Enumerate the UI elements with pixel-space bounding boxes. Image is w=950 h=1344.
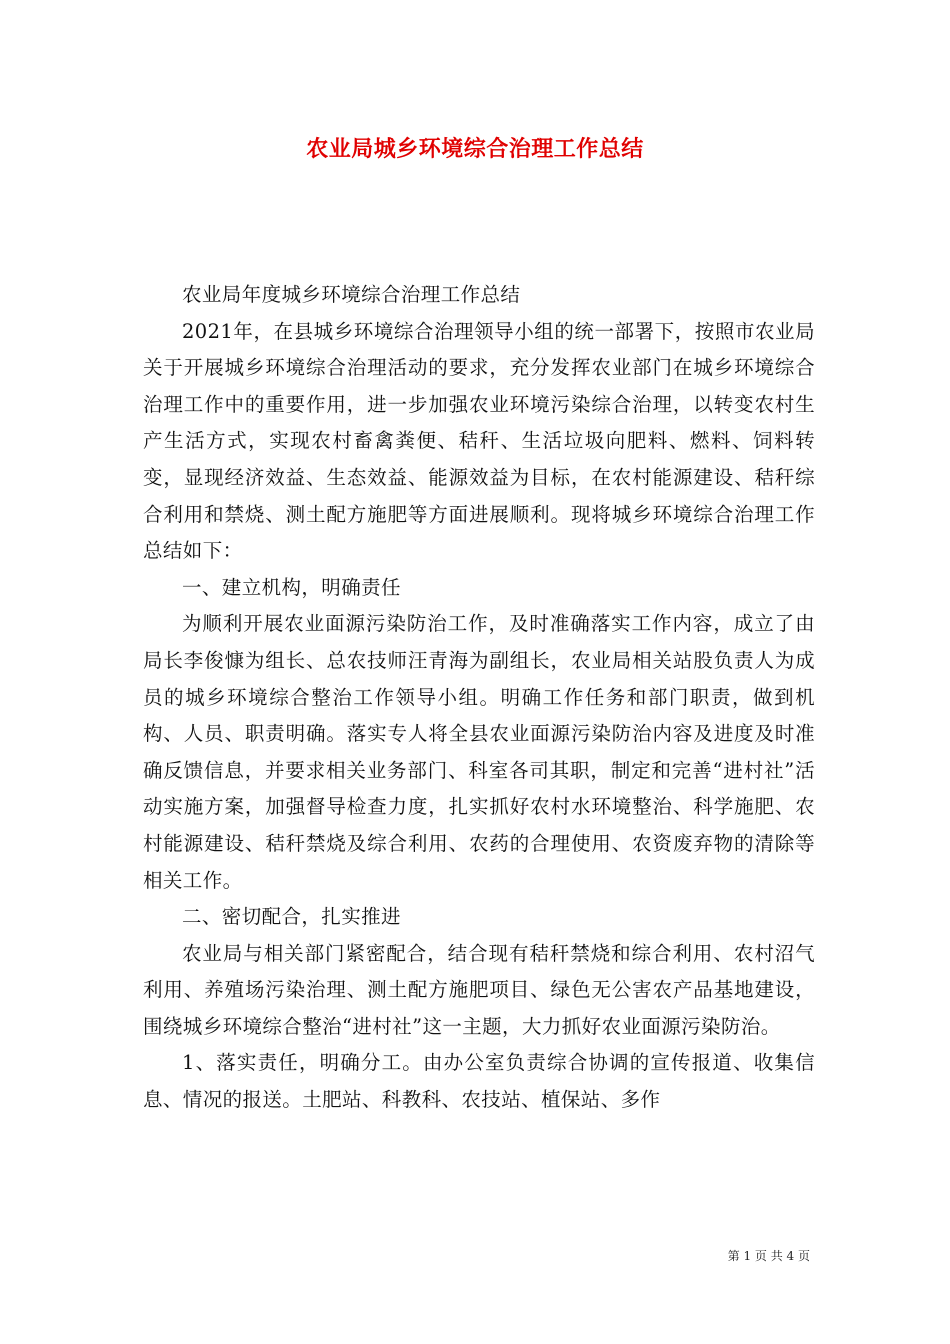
paragraph-subtitle: 农业局年度城乡环境综合治理工作总结 — [182, 283, 521, 306]
paragraph-section-1: 为顺利开展农业面源污染防治工作，及时准确落实工作内容，成立了由局长李俊慷为组长、总农技师汪青海为副组长，农业局相关站股负责人为成员的城乡环境综合整治工作领导小组。明确工作任务和部门职责，做到机构、人员、职责明确。落实专人将全县农业面源污染防治内容及进度及时准确反馈信息，并要求相关业务部门、科室各司其职，制定和完善“进村社”活动实施方案，加强督导检查力度，扎实抓好农村水环境整治、科学施肥、农村能源建设、秸秆禁烧及综合利用、农药的合理使用、农资废弃物的清除等相关工作。 — [143, 612, 815, 892]
section-heading-2: 二、密切配合，扎实推进 — [182, 905, 401, 929]
page-number: 第 1 页 共 4 页 — [727, 1249, 810, 1263]
paragraph-item-1: 1、落实责任，明确分工。由办公室负责综合协调的宣传报道、收集信息、情况的报送。土肥站、科教科、农技站、植保站、多作 — [143, 1051, 815, 1112]
document-title: 农业局城乡环境综合治理工作总结 — [306, 137, 644, 162]
paragraph-section-2: 农业局与相关部门紧密配合，结合现有秸秆禁烧和综合利用、农村沼气利用、养殖场污染治理、测土配方施肥项目、绿色无公害农产品基地建设，围绕城乡环境综合整治“进村社”这一主题，大力抓好农业面源污染防治。 — [143, 941, 815, 1038]
paragraph-intro: 2021年，在县城乡环境综合治理领导小组的统一部署下，按照市农业局关于开展城乡环境综合治理活动的要求，充分发挥农业部门在城乡环境综合治理工作中的重要作用，进一步加强农业环境污染综合治理，以转变农村生产生活方式，实现农村畜禽粪便、秸秆、生活垃圾向肥料、燃料、饲料转变，显现经济效益、生态效益、能源效益为目标，在农村能源建设、秸秆综合利用和禁烧、测土配方施肥等方面进展顺利。现将城乡环境综合治理工作总结如下： — [143, 319, 815, 563]
document-body — [143, 277, 815, 1119]
section-heading-1: 一、建立机构，明确责任 — [182, 575, 401, 599]
